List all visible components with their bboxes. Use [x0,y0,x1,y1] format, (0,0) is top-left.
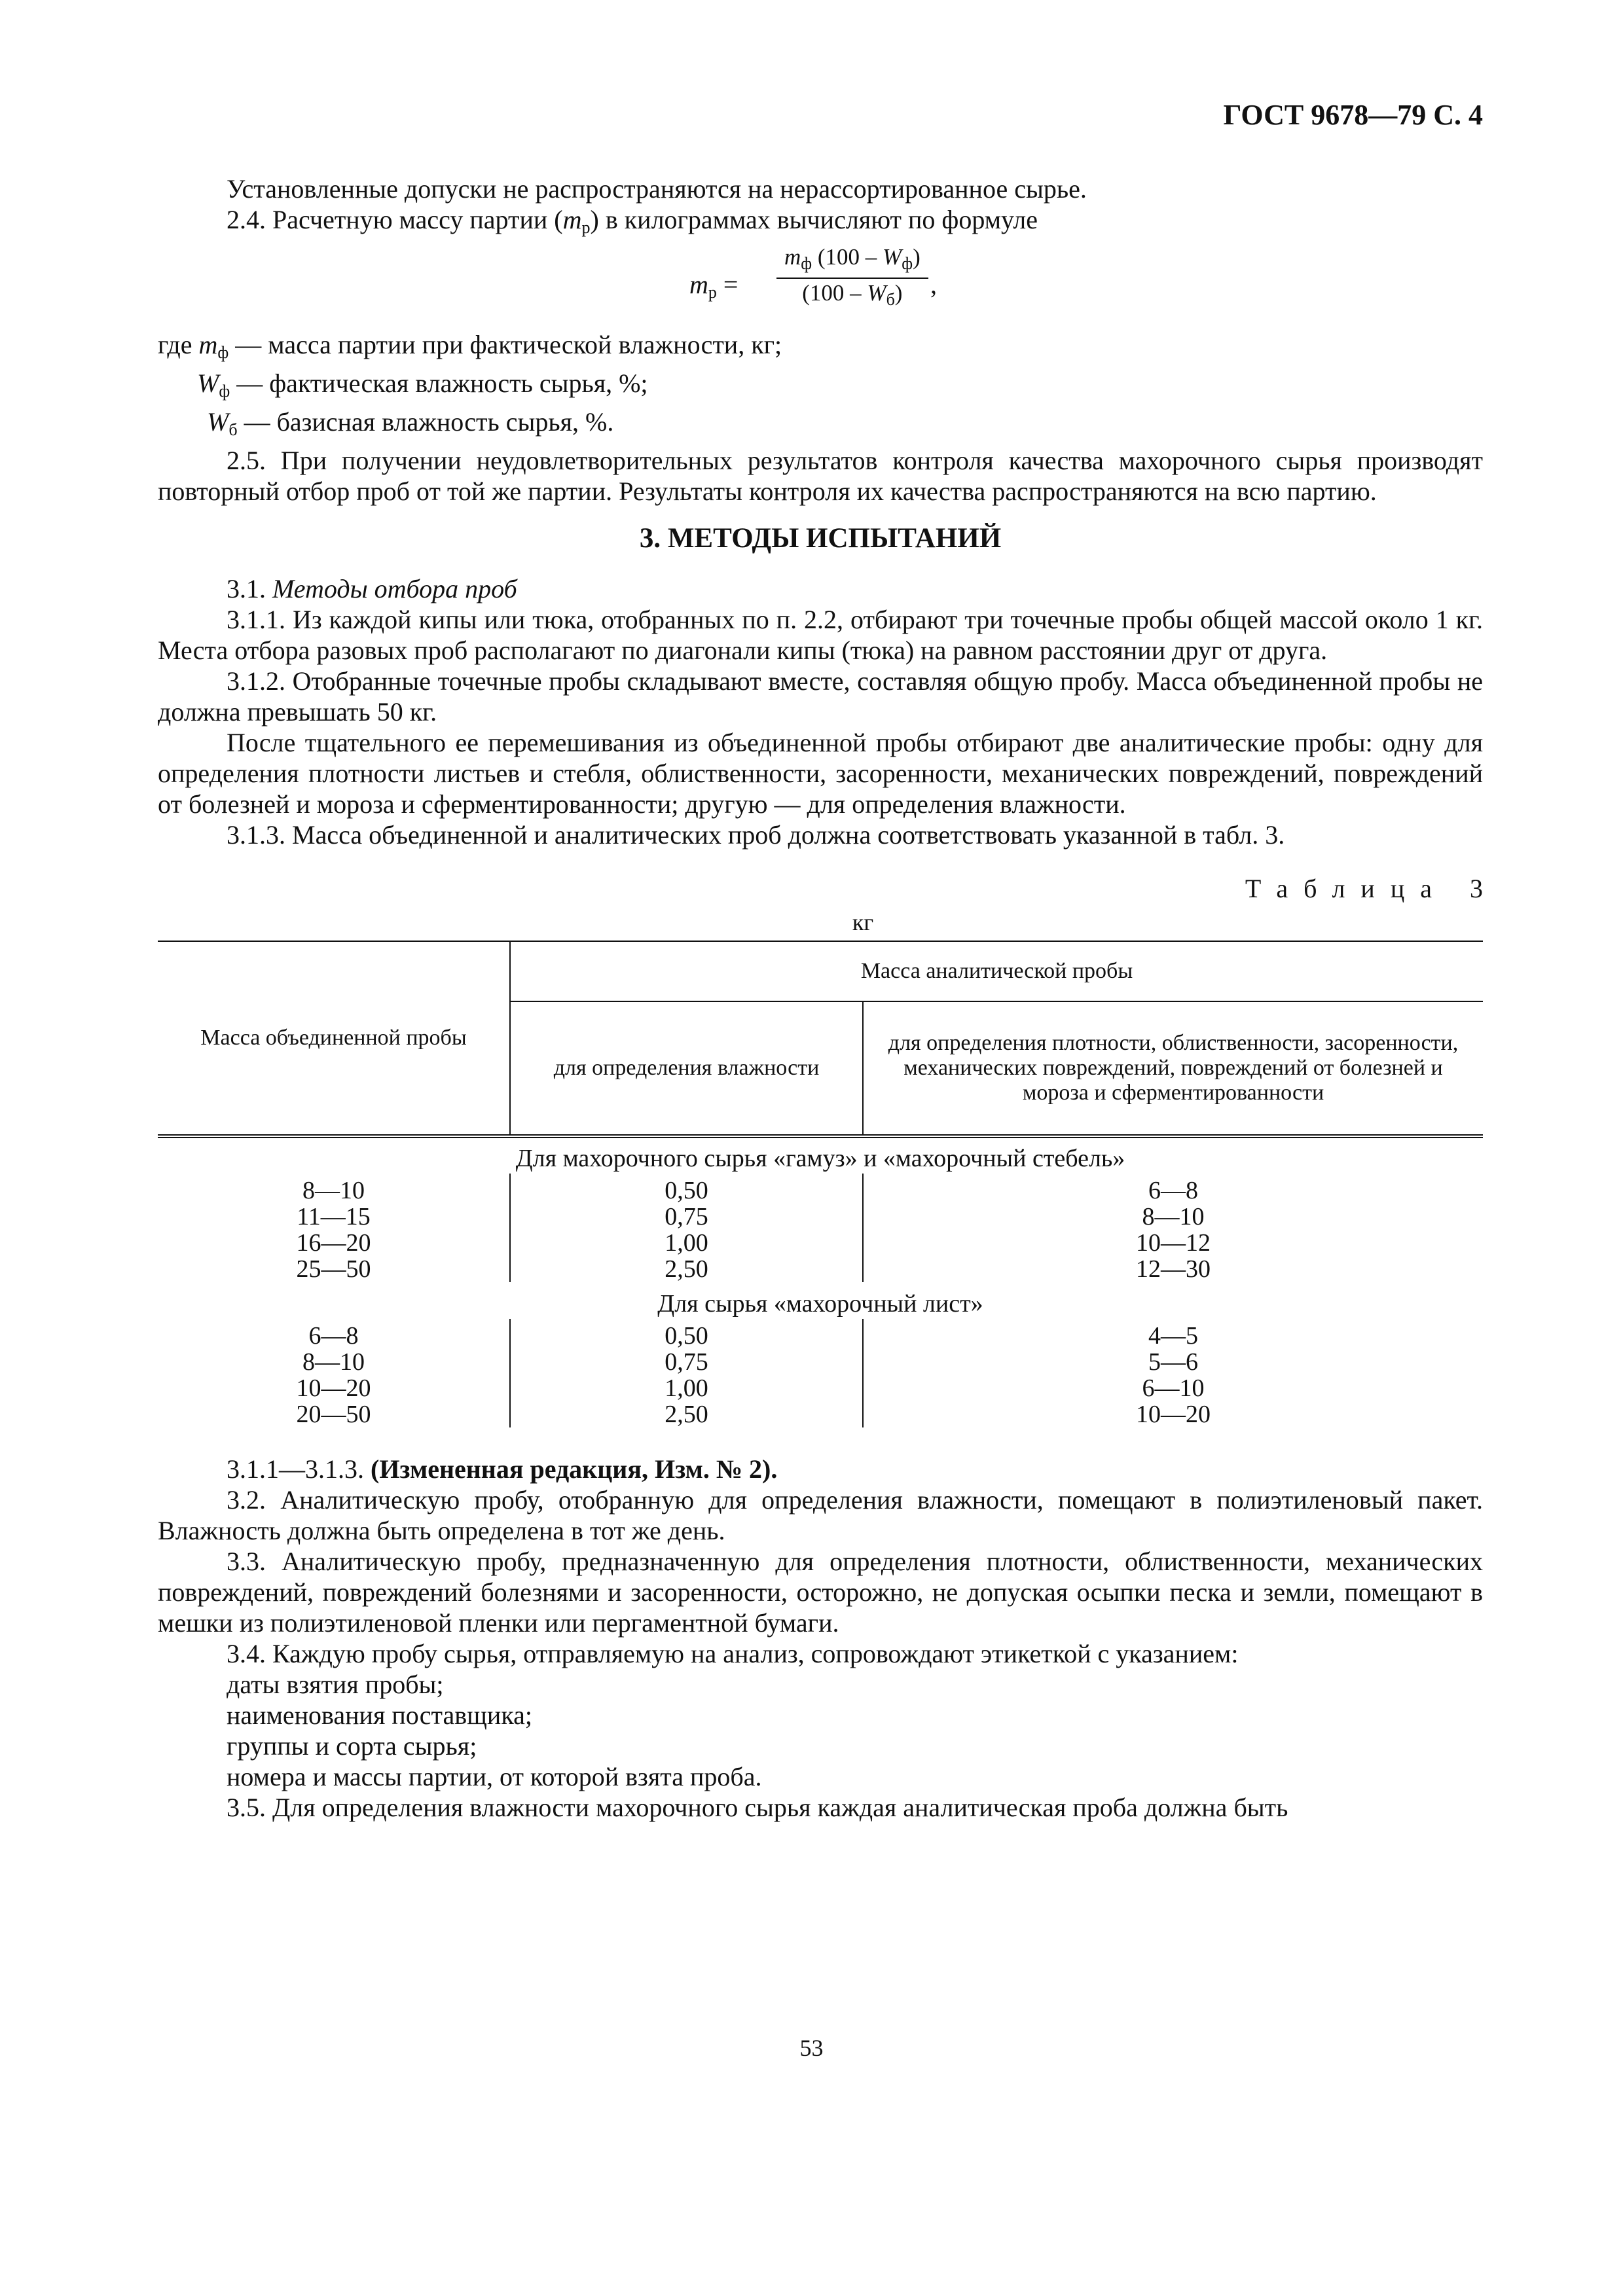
text: (100 – [812,244,883,270]
formula [158,243,1483,320]
subscript: ф [217,343,229,362]
paragraph-3-1 [158,573,1483,604]
group-title: Для сырья «махорочный лист» [657,1290,983,1318]
table-row [158,1230,1483,1256]
paragraph-3-4: 3.4. Каждую пробу сырья, отправляемую на анализ, сопровождают этикеткой с указанием: [227,1639,1239,1668]
subscript: ф [902,254,913,273]
list-item: группы и сорта сырья; [227,1731,477,1761]
paragraph-3-5: 3.5. Для определения влажности махорочного сырья каждая аналитическая проба должна быть [227,1793,1288,1822]
text: где [158,330,199,359]
text: — масса партии при фактической влажности, кг; [228,330,782,359]
paragraph-after: После тщательного ее перемешивания из объединенной пробы отбирают две аналитические пробы: одну для определения плотности листьев и стебля, облиственности, засоренности, механических повреждений, повреждений от болезней и мороза и сферментированности; другую — для определения влажности. [158,728,1483,819]
cell: 8—10 [1142,1203,1205,1230]
cell: 16—20 [158,1230,510,1256]
cell: 5—6 [1148,1348,1198,1376]
subscript: б [228,420,238,439]
table-row [158,1174,1483,1204]
group-title: Для махорочного сырья «гамуз» и «махорочный стебель» [515,1145,1125,1172]
formula-denominator [776,279,928,314]
formula-fraction [776,243,928,314]
table-row [158,1349,1483,1375]
formula-comma: , [930,270,937,299]
cell: 20—50 [158,1401,510,1427]
legend-item-wb [158,406,1483,445]
subscript: ф [219,382,230,401]
cell: 25—50 [158,1256,510,1282]
cell: 1,00 [510,1375,863,1401]
text: 3.1. [227,574,272,603]
legend-item-mf [158,329,1483,368]
subscript: р [581,218,591,237]
text: (100 – [802,280,867,306]
symbol: m [198,330,218,359]
table-row [158,1256,1483,1282]
paragraph-3-1-2: 3.1.2. Отобранные точечные пробы складывают вместе, составляя общую пробу. Масса объединенной пробы не должна превышать 50 кг. [158,666,1483,726]
text: 3.1.1—3.1.3. [227,1454,371,1484]
cell: 0,75 [510,1349,863,1375]
table-row [158,1401,1483,1427]
subscript: б [886,290,895,309]
header-cell-humidity: для определения влажности [510,1001,863,1136]
list-item: номера и массы партии, от которой взята проба. [227,1762,762,1791]
table-group-row [158,1136,1483,1174]
table-header-row [158,941,1483,1001]
text: — фактическая влажность сырья, %; [230,368,648,398]
cell: 4—5 [1148,1322,1198,1350]
formula-numerator [776,243,928,279]
symbol-m: m [784,244,801,270]
subsection-title: Методы отбора проб [272,574,517,603]
cell: 0,50 [510,1174,863,1204]
header-cell-combined-mass: Масса объединенной пробы [158,941,510,1136]
header-cell-density: для определения плотности, облиственности, засоренности, механических повреждений, повреждений от болезней и мороза и сферментированности [863,1001,1483,1136]
paragraph-2-5: 2.5. При получении неудовлетворительных результатов контроля качества махорочного сырья производят повторный отбор проб от той же партии. Результаты контроля их качества распространяются на всю партию. [158,446,1483,506]
cell: 8—10 [158,1349,510,1375]
symbol: W [207,407,229,437]
subscript: р [708,283,717,302]
symbol-w: W [883,244,902,270]
cell: 0,50 [510,1319,863,1349]
cell: 12—30 [1136,1255,1211,1283]
table-row [158,1375,1483,1401]
text: — базисная влажность сырья, %. [237,407,614,437]
table-caption: Таблица 3 [1245,874,1499,903]
list-item: наименования поставщика; [227,1700,533,1730]
text: ) [913,244,921,270]
cell: 6—8 [1148,1177,1198,1204]
document-header: ГОСТ 9678—79 С. 4 [1223,99,1483,131]
cell: 6—10 [1142,1374,1205,1402]
table-3 [158,941,1483,1427]
text: ) [894,280,903,306]
list-item: даты взятия пробы; [227,1670,444,1699]
section-title: 3. МЕТОДЫ ИСПЫТАНИЙ [639,523,1002,554]
cell: 1,00 [510,1230,863,1256]
subscript: ф [801,254,812,273]
table-group-row [158,1282,1483,1319]
header-cell-analytic-mass: Масса аналитической пробы [510,941,1483,1001]
table-unit: кг [852,909,874,935]
cell: 2,50 [510,1256,863,1282]
paragraph-2-4 [158,204,1483,243]
cell: 10—20 [158,1375,510,1401]
table-row [158,1319,1483,1349]
equals-sign: = [716,270,739,299]
page-number: 53 [799,2035,824,2061]
formula-legend [158,329,1483,445]
document-body [158,173,1499,1823]
paragraph-3-2: 3.2. Аналитическую пробу, отобранную для определения влажности, помещают в полиэтиленовый пакет. Влажность должна быть определена в тот же день. [158,1485,1483,1545]
text: ) в килограммах вычисляют по формуле [590,205,1038,234]
legend-item-wf [158,368,1483,406]
edition-note: (Измененная редакция, Изм. № 2). [371,1454,778,1484]
paragraph-3-3: 3.3. Аналитическую пробу, предназначенную для определения плотности, облиственности, механических повреждений, повреждений болезнями и засоренности, осторожно, не допуская осыпки песка и земли, помещают в мешки из полиэтиленовой пленки или пергаментной бумаги. [158,1547,1483,1638]
text: 2.4. Расчетную массу партии ( [227,205,563,234]
table-row [158,1204,1483,1230]
paragraph-edition-note [158,1454,1483,1484]
symbol: W [197,368,219,398]
cell: 0,75 [510,1204,863,1230]
paragraph-3-1-1: 3.1.1. Из каждой кипы или тюка, отобранных по п. 2.2, отбирают три точечные пробы общей массой около 1 кг. Места отбора разовых проб располагают по диагонали кипы (тюка) на равном расстоянии друг от друга. [158,605,1483,665]
formula-lhs [689,269,738,308]
cell: 2,50 [510,1401,863,1427]
symbol-w: W [867,280,886,306]
paragraph-3-1-3: 3.1.3. Масса объединенной и аналитических проб должна соответствовать указанной в табл. 3. [227,820,1285,850]
cell: 10—20 [1136,1401,1211,1428]
cell: 6—8 [158,1319,510,1349]
cell: 10—12 [1136,1229,1211,1257]
cell: 8—10 [158,1174,510,1204]
symbol-m: m [562,205,582,234]
cell: 11—15 [158,1204,510,1230]
paragraph-intro: Установленные допуски не распространяются на нерассортированное сырье. [227,174,1087,204]
symbol-m: m [689,270,708,299]
